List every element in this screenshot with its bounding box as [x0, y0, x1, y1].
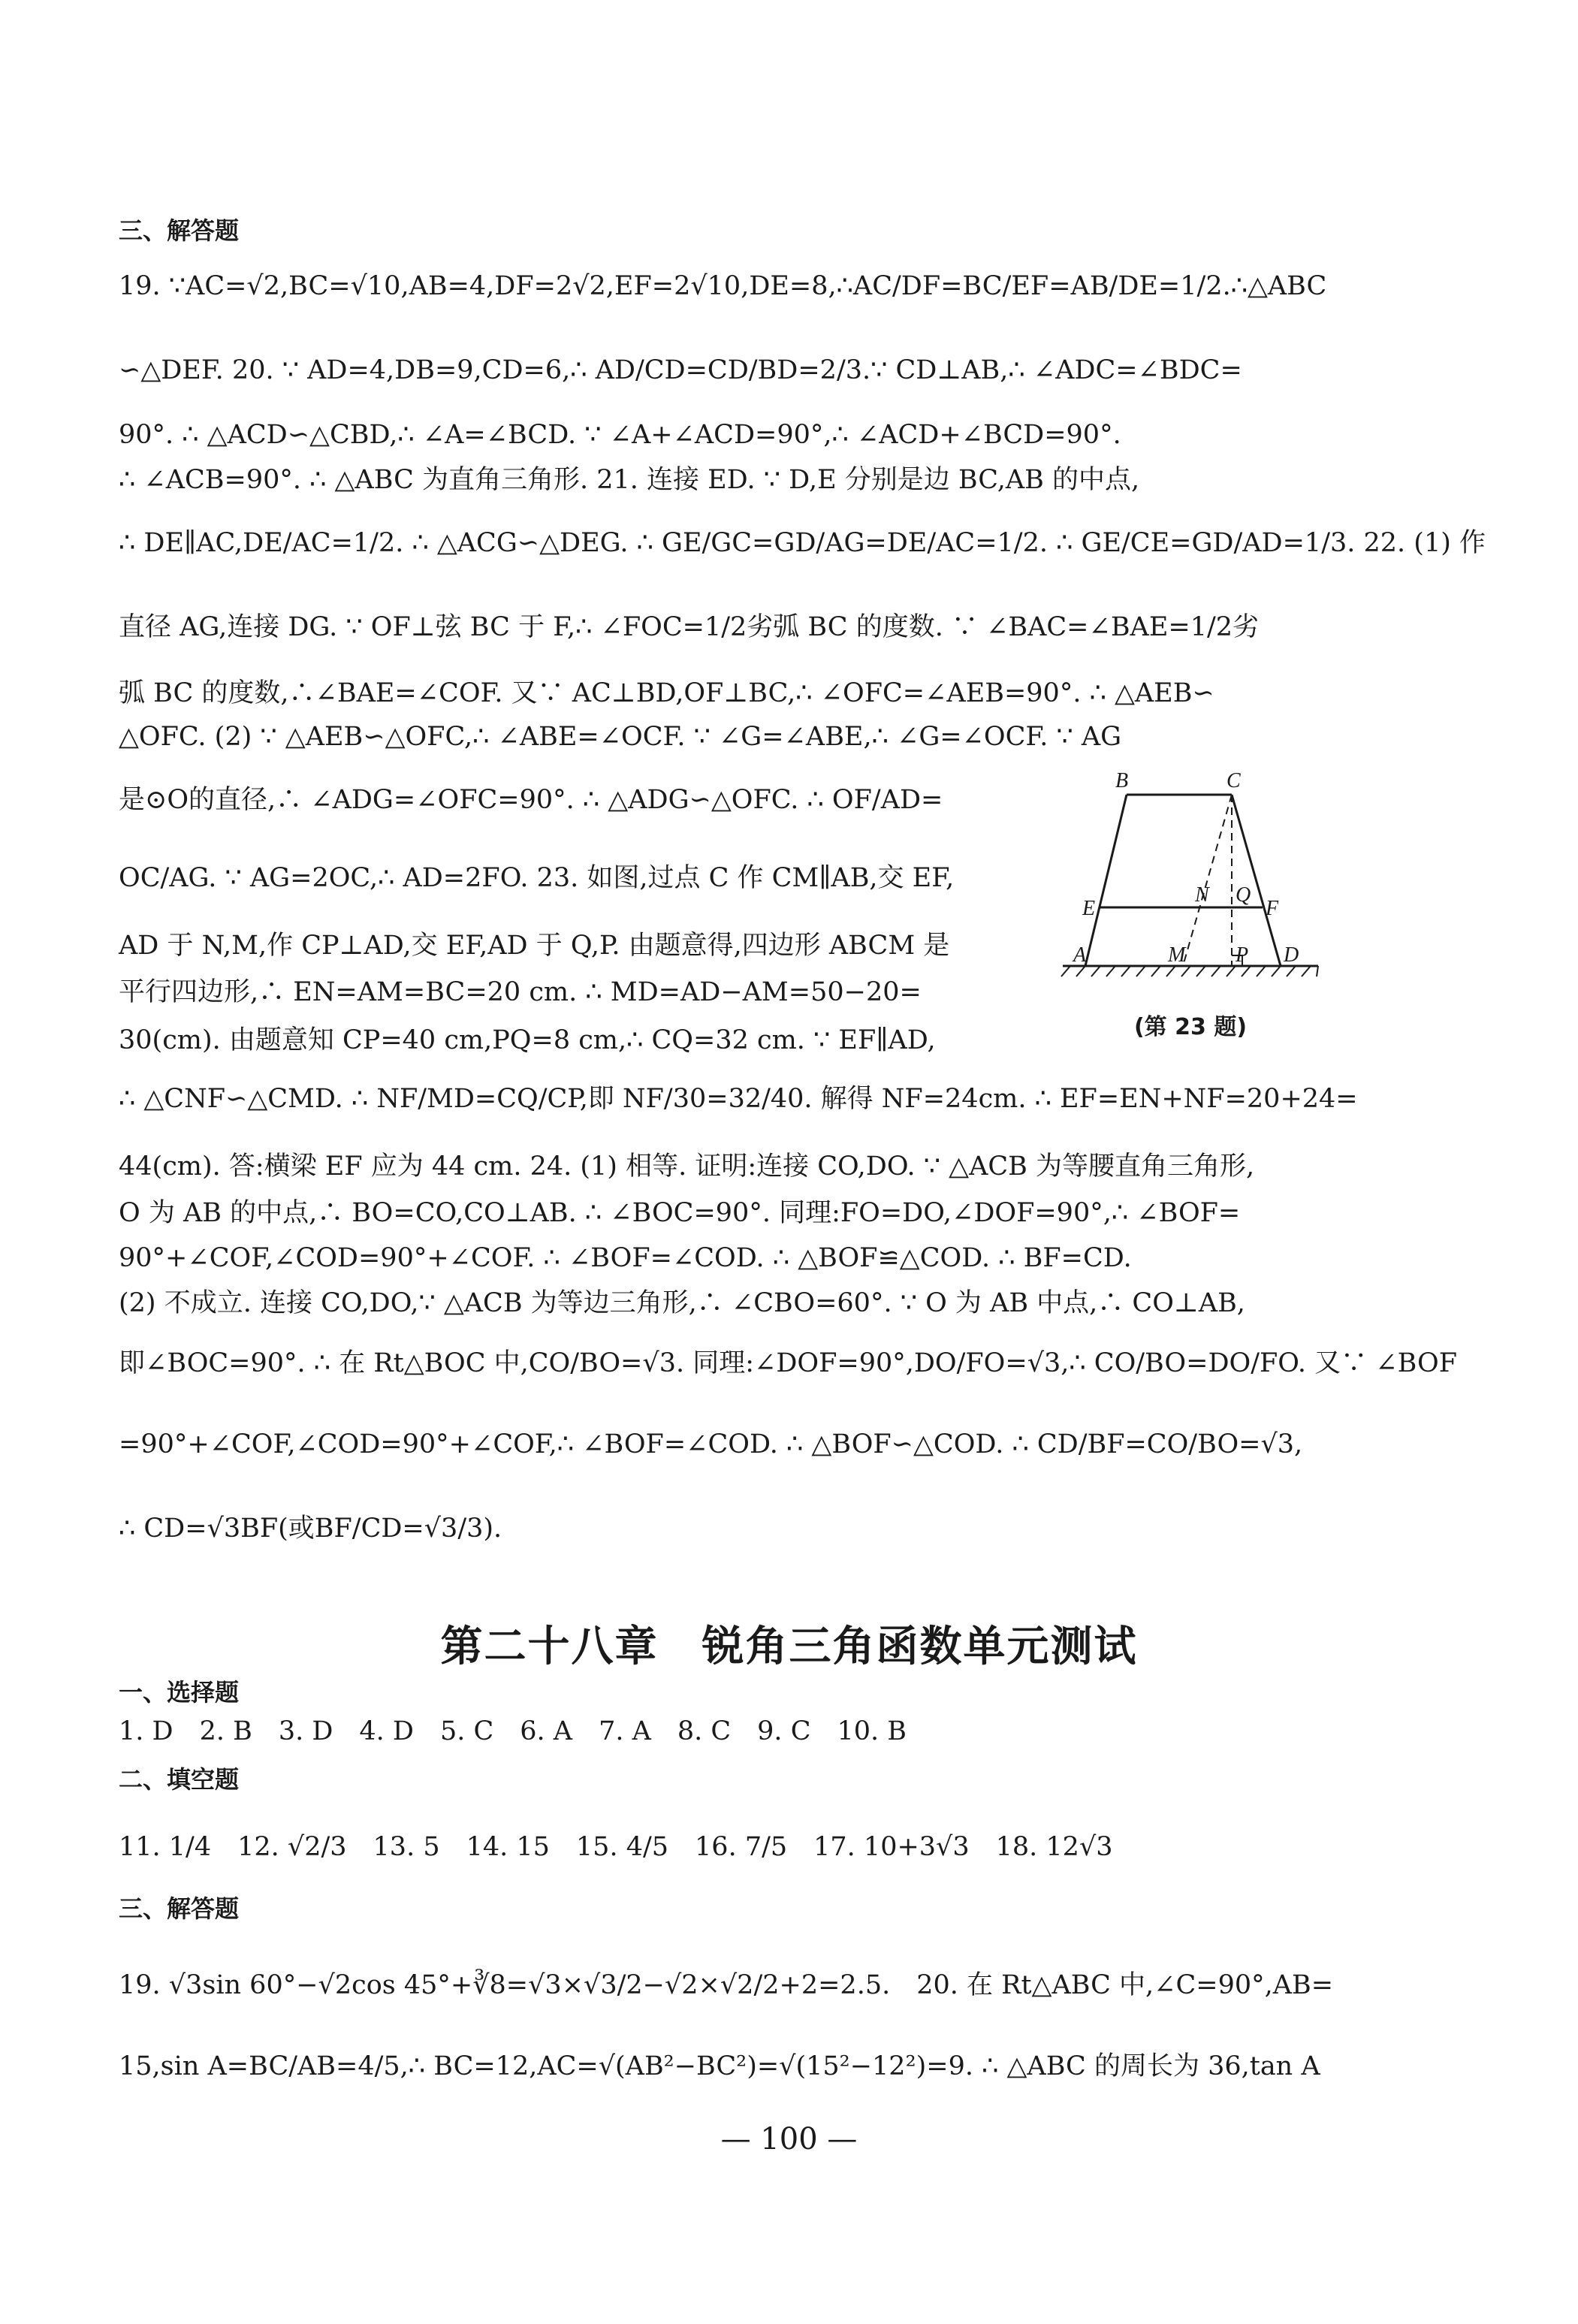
- label-f: F: [1266, 897, 1279, 920]
- text-line: 90°+∠COF,∠COD=90°+∠COF. ∴ ∠BOF=∠COD. ∴ △BOF≌△COD. ∴ BF=CD.: [119, 1243, 1132, 1273]
- text-line: 直径 AG,连接 DG. ∵ OF⊥弦 BC 于 F,∴ ∠FOC=1/2劣弧 BC 的度数. ∵ ∠BAC=∠BAE=1/2劣: [119, 612, 1260, 642]
- text-line: (2) 不成立. 连接 CO,DO,∵ △ACB 为等边三角形,∴ ∠CBO=60°. ∵ O 为 AB 中点,∴ CO⊥AB,: [119, 1288, 1245, 1318]
- text-line: ∴ ∠ACB=90°. ∴ △ABC 为直角三角形. 21. 连接 ED. ∵ D,E 分别是边 BC,AB 的中点,: [119, 465, 1140, 495]
- text-line: △OFC. (2) ∵ △AEB∽△OFC,∴ ∠ABE=∠OCF. ∵ ∠G=∠ABE,∴ ∠G=∠OCF. ∵ AG: [119, 722, 1122, 752]
- text-line: =90°+∠COF,∠COD=90°+∠COF,∴ ∠BOF=∠COD. ∴ △BOF∽△COD. ∴ CD/BF=CO/BO=√3,: [119, 1429, 1303, 1459]
- chapter-title: 第二十八章 锐角三角函数单元测试: [440, 1622, 1138, 1671]
- text-line: ∴ △CNF∽△CMD. ∴ NF/MD=CQ/CP,即 NF/30=32/40. 解得 NF=24cm. ∴ EF=EN+NF=20+24=: [119, 1084, 1358, 1114]
- text-line: 15,sin A=BC/AB=4/5,∴ BC=12,AC=√(AB²−BC²)=√(15²−12²)=9. ∴ △ABC 的周长为 36,tan A: [119, 2051, 1320, 2081]
- choice-answers: 1. D 2. B 3. D 4. D 5. C 6. A 7. A 8. C 9. C 10. B: [119, 1716, 907, 1746]
- label-q: Q: [1236, 883, 1251, 907]
- label-b: B: [1115, 769, 1129, 792]
- section-heading: 二、填空题: [119, 1765, 240, 1794]
- section-heading: 三、解答题: [119, 1894, 240, 1923]
- trapezoid-figure: [1055, 765, 1326, 1005]
- text-line: ∴ CD=√3BF(或BF/CD=√3/3).: [119, 1514, 502, 1544]
- text-line: 44(cm). 答:横梁 EF 应为 44 cm. 24. (1) 相等. 证明:连接 CO,DO. ∵ △ACB 为等腰直角三角形,: [119, 1151, 1255, 1182]
- text-line: 弧 BC 的度数,∴∠BAE=∠COF. 又∵ AC⊥BD,OF⊥BC,∴ ∠OFC=∠AEB=90°. ∴ △AEB∽: [119, 678, 1214, 708]
- text-line: 是⊙O的直径,∴ ∠ADG=∠OFC=90°. ∴ △ADG∽△OFC. ∴ OF/AD=: [119, 785, 943, 815]
- segment-cd: [1232, 795, 1281, 966]
- label-c: C: [1226, 769, 1241, 792]
- segment-ab: [1085, 795, 1127, 966]
- text-line: 平行四边形,∴ EN=AM=BC=20 cm. ∴ MD=AD−AM=50−20=: [119, 977, 922, 1007]
- label-e: E: [1082, 897, 1096, 920]
- text-line: ∴ DE∥AC,DE/AC=1/2. ∴ △ACG∽△DEG. ∴ GE/GC=GD/AG=DE/AC=1/2. ∴ GE/CE=GD/AD=1/3. 22. (1) 作: [119, 528, 1486, 558]
- ground-hatching: [1061, 966, 1318, 976]
- label-a: A: [1073, 943, 1087, 967]
- text-line: 30(cm). 由题意知 CP=40 cm,PQ=8 cm,∴ CQ=32 cm. ∵ EF∥AD,: [119, 1025, 936, 1055]
- text-line: OC/AG. ∵ AG=2OC,∴ AD=2FO. 23. 如图,过点 C 作 CM∥AB,交 EF,: [119, 863, 955, 893]
- text-line: 即∠BOC=90°. ∴ 在 Rt△BOC 中,CO/BO=√3. 同理:∠DOF=90°,DO/FO=√3,∴ CO/BO=DO/FO. 又∵ ∠BOF: [119, 1348, 1457, 1378]
- label-m: M: [1168, 943, 1186, 967]
- fill-answers: 11. 1/4 12. √2/3 13. 5 14. 15 15. 4/5 16. 7/5 17. 10+3√3 18. 12√3: [119, 1832, 1113, 1862]
- text-line: 19. √3sin 60°−√2cos 45°+∛8=√3×√3/2−√2×√2/2+2=2.5. 20. 在 Rt△ABC 中,∠C=90°,AB=: [119, 1970, 1334, 2000]
- label-p: P: [1236, 943, 1249, 967]
- section-heading: 三、解答题: [119, 216, 240, 245]
- segment-cm: [1183, 795, 1232, 966]
- label-n: N: [1195, 883, 1209, 907]
- text-line: 90°. ∴ △ACD∽△CBD,∴ ∠A=∠BCD. ∵ ∠A+∠ACD=90°,∴ ∠ACD+∠BCD=90°.: [119, 420, 1121, 450]
- figure-caption: (第 23 题): [1133, 1014, 1248, 1040]
- label-d: D: [1284, 943, 1299, 967]
- page-number: — 100 —: [720, 2122, 858, 2156]
- text-line: AD 于 N,M,作 CP⊥AD,交 EF,AD 于 Q,P. 由题意得,四边形 ABCM 是: [119, 931, 950, 961]
- text-line: O 为 AB 的中点,∴ BO=CO,CO⊥AB. ∴ ∠BOC=90°. 同理:FO=DO,∠DOF=90°,∴ ∠BOF=: [119, 1198, 1241, 1228]
- text-line: 19. ∵AC=√2,BC=√10,AB=4,DF=2√2,EF=2√10,DE=8,∴AC/DF=BC/EF=AB/DE=1/2.∴△ABC: [119, 271, 1327, 301]
- text-line: ∽△DEF. 20. ∵ AD=4,DB=9,CD=6,∴ AD/CD=CD/BD=2/3.∵ CD⊥AB,∴ ∠ADC=∠BDC=: [119, 355, 1242, 385]
- section-heading: 一、选择题: [119, 1678, 240, 1707]
